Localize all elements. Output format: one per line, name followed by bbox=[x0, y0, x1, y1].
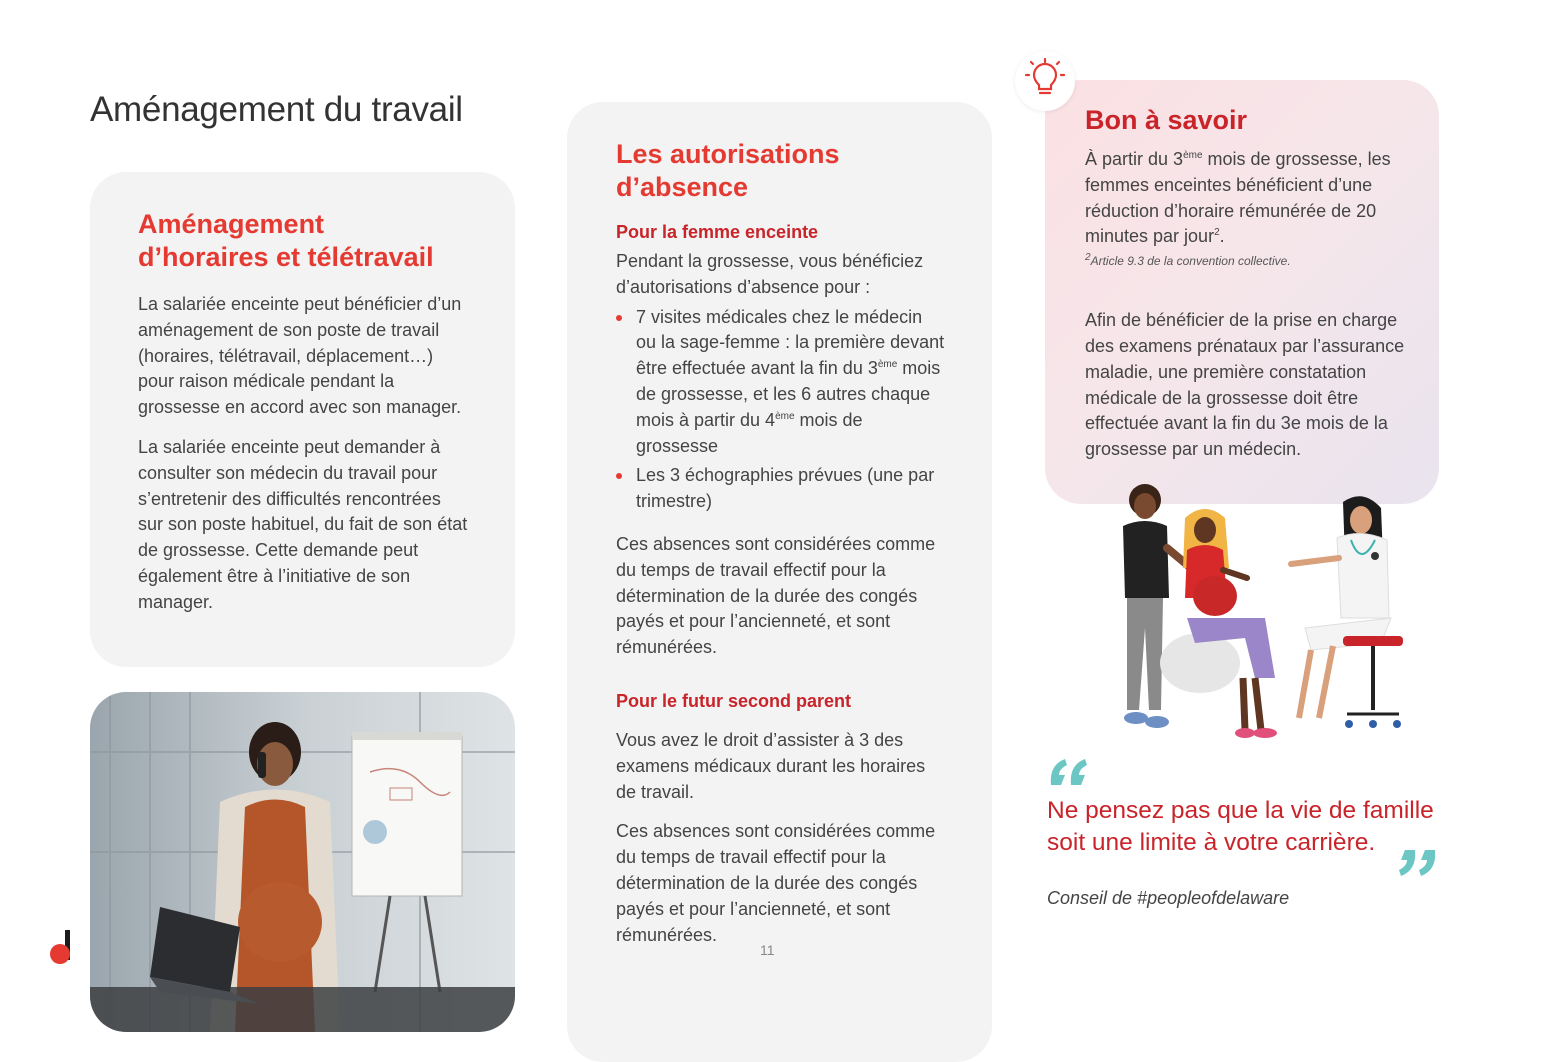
card3-heading: Bon à savoir bbox=[1085, 105, 1248, 135]
lightbulb-icon bbox=[1015, 51, 1075, 111]
quote-open-icon bbox=[1047, 757, 1091, 792]
list-item: Les 3 échographies prévues (une par trimestre) bbox=[616, 463, 946, 515]
absence-list bbox=[616, 305, 946, 515]
office-photo-illustration bbox=[90, 692, 515, 1032]
card2-absences-para: Ces absences sont considérées comme du temps de travail effectif pour la détermination de la durée des congés payés et pour l’ancienneté, et sont rémunérées. bbox=[616, 533, 936, 658]
quote-text: Ne pensez pas que la vie de famille soit une limite à votre carrière. bbox=[1047, 797, 1434, 856]
card2-subheading-pregnant: Pour la femme enceinte bbox=[616, 222, 819, 242]
page-title: Aménagement du travail bbox=[90, 90, 463, 129]
card3-footnote: $^2$Article 9.3 de la convention collective. bbox=[1085, 252, 1291, 269]
card2-intro: Pendant la grossesse, vous bénéficiez d’autorisations d’absence pour : bbox=[616, 251, 924, 297]
card2-heading: Les autorisations d’absence bbox=[616, 139, 840, 202]
card1-para1: La salariée enceinte peut bénéficier d’un aménagement de son poste de travail (horaires, télétravail, déplacement…) pour raison médicale pendant la grossesse en accord avec son manager. bbox=[138, 294, 462, 418]
list-item: 7 visites médicales chez le médecin ou la sage-femme : la première devant être effectuée avant la fin du 3ème mois de grossesse, et les 6 autres chaque mois à partir du 4ème mois de grossesse bbox=[616, 305, 946, 460]
card-absence-authorisations bbox=[567, 102, 992, 1062]
card2-subheading-second-parent: Pour le futur second parent bbox=[616, 690, 852, 711]
quote-author: Conseil de #peopleofdelaware bbox=[1047, 888, 1290, 908]
delaware-logo bbox=[48, 930, 74, 971]
card1-para2: La salariée enceinte peut demander à consulter son médecin du travail pour s’entretenir des difficultés rencontrées sur son poste habituel, du fait de son état de grossesse. Cette demande peut également être à l’initiative de son manager. bbox=[138, 436, 468, 612]
photo-pregnant-woman-office bbox=[90, 692, 515, 1032]
card3-para1: À partir du 3ème mois de grossesse, les femmes enceintes bénéficient d’une réduction d’horaire rémunérée de 20 minutes par jour$^2$. bbox=[1085, 149, 1391, 247]
card2-absences-para2: Ces absences sont considérées comme du temps de travail effectif pour la détermination de la durée des congés payés et pour l’ancienneté, et sont rémunérées. bbox=[616, 821, 936, 945]
quote-close-icon bbox=[1395, 848, 1439, 883]
page-number: 11 bbox=[760, 942, 775, 958]
card2-parent-para: Vous avez le droit d’assister à 3 des examens médicaux durant les horaires de travail. bbox=[616, 729, 926, 802]
card3-para2: Afin de bénéficier de la prise en charge des examens prénataux par l’assurance maladie, une première constatation médicale de la grossesse doit être effectuée avant la fin du 3e mois de la grossesse par un médecin. bbox=[1085, 310, 1405, 460]
prenatal-visit-illustration bbox=[1105, 478, 1405, 740]
card-good-to-know bbox=[1045, 80, 1439, 504]
card1-heading: Aménagement d’horaires et télétravail bbox=[138, 209, 434, 272]
card-workplace-adjustment bbox=[90, 172, 515, 667]
